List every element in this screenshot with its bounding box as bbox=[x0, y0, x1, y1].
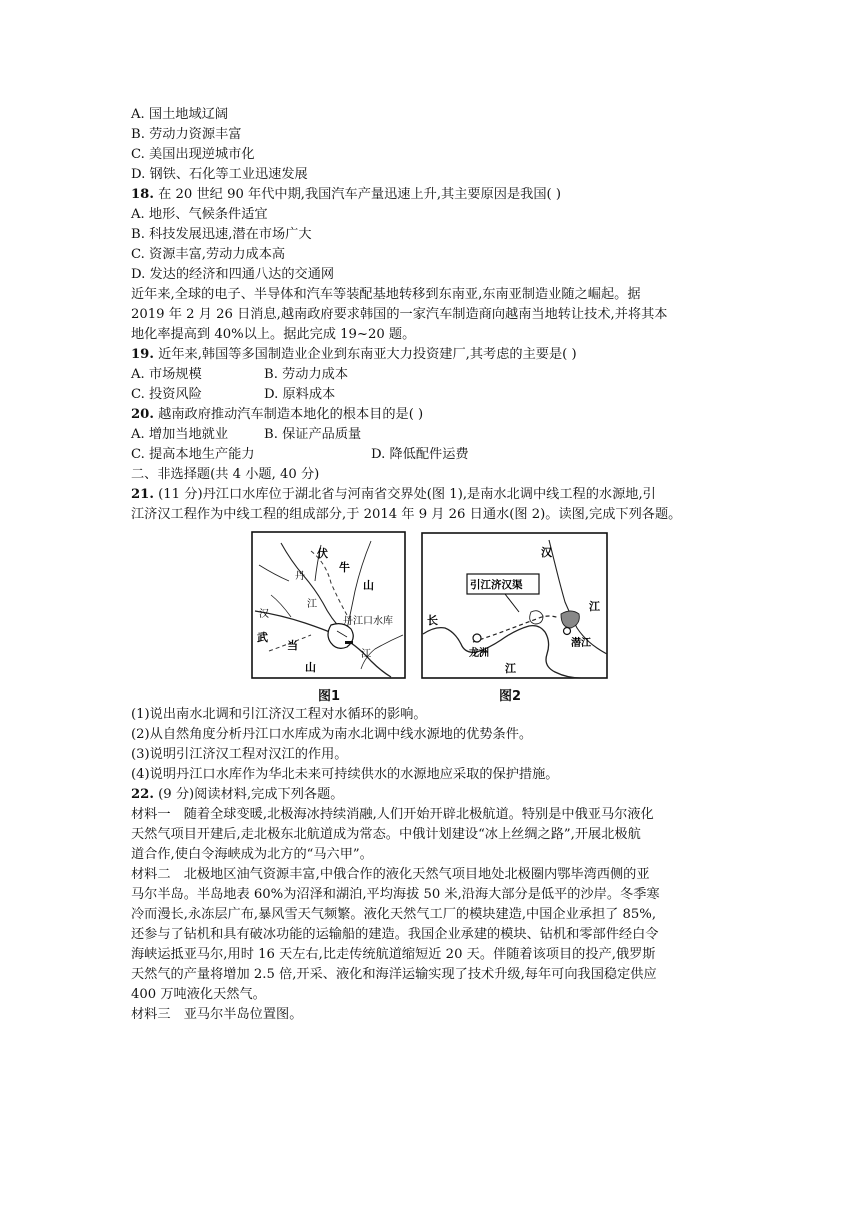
q21-sub-2: (2)从自然角度分析丹江口水库成为南水北调中线水源地的优势条件。 bbox=[131, 727, 533, 742]
passage-line-2: 2019 年 2 月 26 日消息,越南政府要求韩国的一家汽车制造商向越南当地转让技术,并将其本 bbox=[131, 307, 668, 322]
q22-stem-text: (9 分)阅读材料,完成下列各题。 bbox=[153, 787, 344, 802]
figure-2-caption: 图2 bbox=[499, 689, 522, 704]
q21-sub-3: (3)说明引江济汉工程对汉江的作用。 bbox=[131, 747, 348, 762]
q20-option-b: B. 保证产品质量 bbox=[264, 427, 362, 442]
q21-stem-line-2: 江济汉工程作为中线工程的组成部分,于 2014 年 9 月 26 日通水(图 2)。读图,完成下列各题。 bbox=[131, 507, 682, 522]
q19-option-c: C. 投资风险 bbox=[131, 387, 202, 402]
q17-option-d: D. 钢铁、石化等工业迅速发展 bbox=[131, 167, 308, 182]
q20-option-c: C. 提高本地生产能力 bbox=[131, 447, 255, 462]
fig1-label-dang: 当 bbox=[287, 639, 298, 652]
fig1-label-jiang-2: 江 bbox=[361, 649, 371, 660]
q21-sub-1: (1)说出南水北调和引江济汉工程对水循环的影响。 bbox=[131, 707, 427, 722]
q18-option-b: B. 科技发展迅速,潜在市场广大 bbox=[131, 227, 312, 242]
q18-option-d: D. 发达的经济和四通八达的交通网 bbox=[131, 267, 335, 282]
fig2-label-chang: 长 bbox=[427, 614, 438, 627]
fig2-label-jiang-2: 江 bbox=[505, 662, 516, 675]
fig1-label-han: 汉 bbox=[259, 609, 269, 620]
q18-option-a: A. 地形、气候条件适宜 bbox=[131, 207, 268, 222]
figure-2-map bbox=[421, 532, 608, 679]
q22-material-1-line-2: 天然气项目开建后,走北极东北航道成为常态。中俄计划建设“冰上丝绸之路”,开展北极航 bbox=[131, 827, 641, 842]
q18-option-c: C. 资源丰富,劳动力成本高 bbox=[131, 247, 286, 262]
fig1-label-shan-2: 山 bbox=[305, 661, 316, 674]
fig1-label-reservoir: 丹江口水库 bbox=[343, 616, 393, 627]
fig1-label-niu: 牛 bbox=[339, 561, 350, 574]
fig2-label-jiang-1: 江 bbox=[589, 600, 600, 613]
q20-option-a: A. 增加当地就业 bbox=[131, 427, 229, 442]
q17-option-a: A. 国土地域辽阔 bbox=[131, 107, 229, 122]
fig2-label-longzhou: 龙洲 bbox=[469, 648, 489, 659]
q19-option-b: B. 劳动力成本 bbox=[264, 367, 349, 382]
q21-number: 21. bbox=[131, 487, 154, 502]
q17-option-c: C. 美国出现逆城市化 bbox=[131, 147, 255, 162]
fig1-label-shan-1: 山 bbox=[363, 579, 374, 592]
fig1-label-dan: 丹 bbox=[295, 571, 305, 582]
q21-sub-4: (4)说明丹江口水库作为华北未来可持续供水的水源地应采取的保护措施。 bbox=[131, 767, 559, 782]
q22-material-2-line-6: 天然气的产量将增加 2.5 倍,开采、液化和海洋运输实现了技术升级,每年可向我国稳定供应 bbox=[131, 967, 657, 982]
q18-stem bbox=[131, 185, 561, 204]
q20-number: 20. bbox=[131, 407, 154, 422]
q21-stem-line-1 bbox=[131, 485, 656, 504]
q22-material-2-line-5: 海峡运抵亚马尔,用时 16 天左右,比走传统航道缩短近 20 天。伴随着该项目的投产,俄罗斯 bbox=[131, 947, 656, 962]
figure-1-caption: 图1 bbox=[318, 689, 341, 704]
q22-material-2-line-3: 冷而漫长,永冻层广布,暴风雪天气频繁。液化天然气工厂的模块建造,中国企业承担了 85%, bbox=[131, 907, 657, 922]
figure-1-map bbox=[251, 531, 406, 679]
q22-material-1-line-1: 材料一 随着全球变暖,北极海冰持续消融,人们开始开辟北极航道。特别是中俄亚马尔液化 bbox=[131, 807, 654, 822]
figure-2-svg bbox=[421, 532, 608, 679]
q17-option-b: B. 劳动力资源丰富 bbox=[131, 127, 242, 142]
q19-stem bbox=[131, 345, 577, 364]
q22-material-3: 材料三 亚马尔半岛位置图。 bbox=[131, 1007, 303, 1022]
q22-material-2-line-2: 马尔半岛。半岛地表 60%为沼泽和湖泊,平均海拔 50 米,沿海大部分是低平的沙岸。冬季寒 bbox=[131, 887, 660, 902]
passage-line-3: 地化率提高到 40%以上。据此完成 19~20 题。 bbox=[131, 327, 416, 342]
q19-stem-text: 近年来,韩国等多国制造业企业到东南亚大力投资建厂,其考虑的主要是( ) bbox=[153, 347, 577, 362]
fig1-label-jiang-1: 江 bbox=[307, 599, 317, 610]
q20-stem bbox=[131, 405, 423, 424]
fig2-label-han: 汉 bbox=[541, 546, 552, 559]
fig2-label-qianjiang: 潜江 bbox=[571, 638, 591, 649]
q21-stem-text: (11 分)丹江口水库位于湖北省与河南省交界处(图 1),是南水北调中线工程的水源地,引 bbox=[153, 487, 656, 502]
q22-material-2-line-4: 还参与了钻机和具有破冰功能的运输船的建造。我国企业承建的模块、钻机和零部件经白令 bbox=[131, 927, 659, 942]
q22-number: 22. bbox=[131, 787, 154, 802]
q22-material-2-line-1: 材料二 北极地区油气资源丰富,中俄合作的液化天然气项目地处北极圈内鄂毕湾西侧的亚 bbox=[131, 867, 650, 882]
q18-number: 18. bbox=[131, 187, 154, 202]
q20-stem-text: 越南政府推动汽车制造本地化的根本目的是( ) bbox=[153, 407, 424, 422]
q20-option-d: D. 降低配件运费 bbox=[371, 447, 469, 462]
figure-1-svg bbox=[251, 531, 406, 679]
q19-option-a: A. 市场规模 bbox=[131, 367, 202, 382]
q18-stem-text: 在 20 世纪 90 年代中期,我国汽车产量迅速上升,其主要原因是我国( ) bbox=[153, 187, 562, 202]
q19-number: 19. bbox=[131, 347, 154, 362]
q22-material-1-line-3: 道合作,使白令海峡成为北方的“马六甲”。 bbox=[131, 847, 373, 862]
q22-stem bbox=[131, 785, 343, 804]
fig2-label-canal: 引江济汉渠 bbox=[470, 579, 523, 591]
q19-option-d: D. 原料成本 bbox=[264, 387, 336, 402]
q22-material-2-line-7: 400 万吨液化天然气。 bbox=[131, 987, 266, 1002]
passage-line-1: 近年来,全球的电子、半导体和汽车等装配基地转移到东南亚,东南亚制造业随之崛起。据 bbox=[131, 287, 641, 302]
fig1-label-wu: 武 bbox=[257, 631, 268, 644]
section-2-title: 二、非选择题(共 4 小题, 40 分) bbox=[131, 467, 320, 482]
fig1-label-fu: 伏 bbox=[317, 547, 328, 560]
